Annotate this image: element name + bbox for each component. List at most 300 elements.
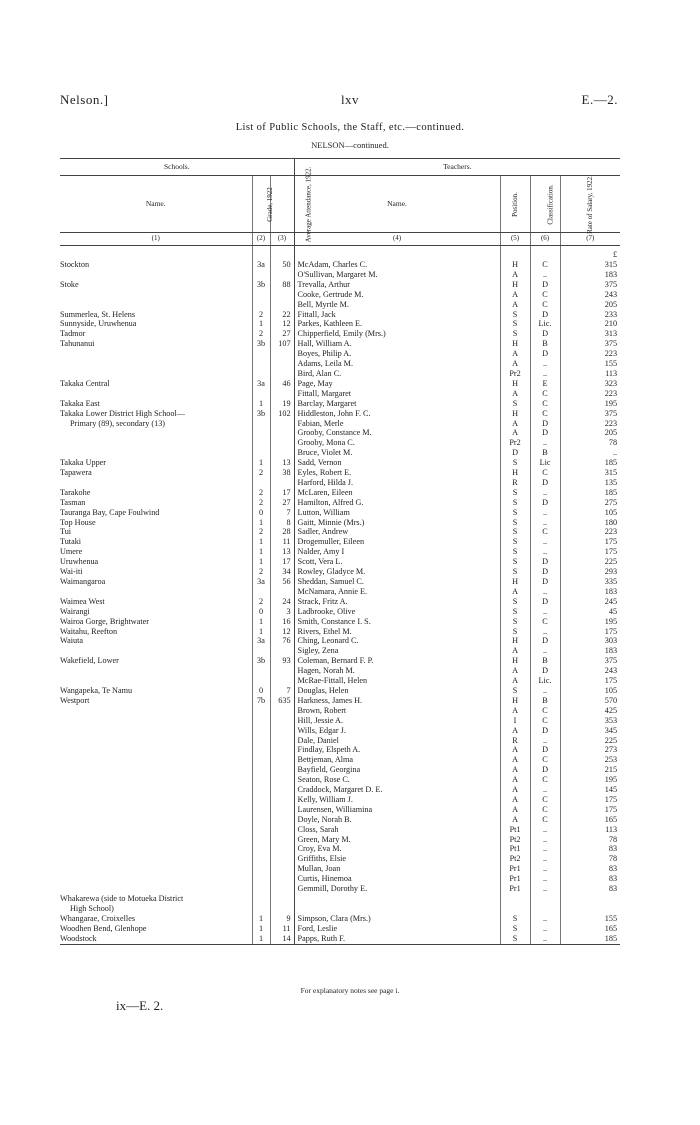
running-header-right: E.—2. <box>581 92 618 107</box>
school-name-cell <box>60 825 252 835</box>
grade-cell: 1 <box>252 934 270 944</box>
grade-cell: 1 <box>252 914 270 924</box>
salary-cell: 205 <box>560 428 620 438</box>
attendance-cell <box>270 815 294 825</box>
attendance-cell <box>270 666 294 676</box>
col-num: (3) <box>270 233 294 246</box>
salary-cell: 375 <box>560 409 620 419</box>
attendance-cell <box>270 349 294 359</box>
attendance-cell <box>270 726 294 736</box>
table-row <box>60 874 620 884</box>
position-cell: S <box>500 310 530 320</box>
teacher-name-cell: Dale, Daniel <box>294 736 500 746</box>
attendance-cell: 12 <box>270 627 294 637</box>
classification-cell: C <box>530 409 560 419</box>
attendance-cell: 28 <box>270 527 294 537</box>
salary-cell: 83 <box>560 844 620 854</box>
salary-cell: 275 <box>560 498 620 508</box>
grade-cell <box>252 795 270 805</box>
classification-cell: C <box>530 527 560 537</box>
classification-cell: D <box>530 329 560 339</box>
salary-cell: 78 <box>560 854 620 864</box>
school-name-cell: Tarakohe <box>60 487 91 497</box>
teacher-name-cell: Curtis, Hinemoa <box>294 874 500 884</box>
col-num: (1) <box>60 233 252 246</box>
salary-cell: 243 <box>560 290 620 300</box>
teacher-name-cell: Lutton, William <box>294 508 500 518</box>
running-header-left: Nelson.] <box>60 92 109 107</box>
grade-cell: 1 <box>252 458 270 468</box>
teacher-name-cell: Bell, Myrtle M. <box>294 300 500 310</box>
table-row <box>60 627 620 637</box>
salary-cell: 165 <box>560 815 620 825</box>
classification-cell: D <box>530 666 560 676</box>
school-name-cell <box>60 795 252 805</box>
salary-cell: 345 <box>560 726 620 736</box>
attendance-cell <box>270 676 294 686</box>
school-name-cell: Wangapeka, Te Namu <box>60 685 133 695</box>
classification-cell: D <box>530 726 560 736</box>
position-cell: S <box>500 537 530 547</box>
classification-cell: C <box>530 399 560 409</box>
table-row <box>60 934 620 944</box>
position-cell: S <box>500 508 530 518</box>
classification-cell: C <box>530 706 560 716</box>
salary-cell: 313 <box>560 329 620 339</box>
grade-cell <box>252 775 270 785</box>
salary-cell: 175 <box>560 795 620 805</box>
school-name-cell <box>60 270 252 280</box>
table-row <box>60 904 620 914</box>
teacher-name-cell: Grooby, Constance M. <box>294 428 500 438</box>
attendance-cell: 19 <box>270 399 294 409</box>
classification-cell: .. <box>530 864 560 874</box>
teacher-name-cell: Nalder, Amy I <box>294 547 500 557</box>
attendance-cell <box>270 904 294 914</box>
classification-cell: D <box>530 428 560 438</box>
attendance-cell <box>270 428 294 438</box>
attendance-cell: 46 <box>270 379 294 389</box>
attendance-cell <box>270 270 294 280</box>
classification-cell: C <box>530 815 560 825</box>
teacher-name-cell: Harford, Hilda J. <box>294 478 500 488</box>
classification-cell: B <box>530 339 560 349</box>
classification-cell: .. <box>530 884 560 894</box>
classification-cell: .. <box>530 854 560 864</box>
teacher-name-cell: Chipperfield, Emily (Mrs.) <box>294 329 500 339</box>
position-cell: H <box>500 636 530 646</box>
grade-cell: 1 <box>252 557 270 567</box>
attendance-cell <box>270 835 294 845</box>
position-cell: A <box>500 765 530 775</box>
school-name-cell <box>60 706 252 716</box>
table-row <box>60 736 620 746</box>
salary-cell: 570 <box>560 696 620 706</box>
table-row <box>60 755 620 765</box>
school-name-cell <box>60 428 252 438</box>
teacher-name-cell: O'Sullivan, Margaret M. <box>294 270 500 280</box>
table-row <box>60 745 620 755</box>
teacher-name-cell: Rivers, Ethel M. <box>294 627 500 637</box>
position-cell: S <box>500 567 530 577</box>
salary-cell: 223 <box>560 349 620 359</box>
teacher-name-cell: Brown, Robert <box>294 706 500 716</box>
salary-cell: 155 <box>560 914 620 924</box>
position-cell: A <box>500 270 530 280</box>
table-row <box>60 518 620 528</box>
grade-cell: 3a <box>252 636 270 646</box>
grade-cell: 1 <box>252 924 270 934</box>
grade-cell: 2 <box>252 329 270 339</box>
salary-cell <box>560 904 620 914</box>
grade-cell <box>252 438 270 448</box>
teacher-name-cell: Bruce, Violet M. <box>294 448 500 458</box>
position-cell: S <box>500 498 530 508</box>
position-cell: A <box>500 706 530 716</box>
school-name-cell: Waitahu, Reefton <box>60 626 118 636</box>
attendance-cell <box>270 775 294 785</box>
table-row <box>60 706 620 716</box>
salary-cell: 315 <box>560 260 620 270</box>
col-num: (2) <box>252 233 270 246</box>
attendance-cell: 7 <box>270 686 294 696</box>
attendance-cell: 14 <box>270 934 294 944</box>
table-row <box>60 300 620 310</box>
salary-cell: 425 <box>560 706 620 716</box>
attendance-cell: 27 <box>270 498 294 508</box>
teacher-name-cell: Rowley, Gladyce M. <box>294 567 500 577</box>
classification-cell: .. <box>530 835 560 845</box>
group-header-teachers: Teachers. <box>294 159 620 176</box>
teacher-name-cell: Croy, Eva M. <box>294 844 500 854</box>
attendance-cell: 11 <box>270 924 294 934</box>
position-cell: S <box>500 319 530 329</box>
classification-cell: .. <box>530 785 560 795</box>
salary-cell: 185 <box>560 488 620 498</box>
col-position: Position. <box>500 176 530 233</box>
salary-cell: 45 <box>560 607 620 617</box>
teacher-name-cell: Simpson, Clara (Mrs.) <box>294 914 500 924</box>
classification-cell: B <box>530 448 560 458</box>
table-row <box>60 696 620 706</box>
attendance-cell: 13 <box>270 547 294 557</box>
school-name-cell <box>60 884 252 894</box>
school-name-cell <box>60 815 252 825</box>
classification-cell: .. <box>530 438 560 448</box>
salary-cell: 223 <box>560 389 620 399</box>
classification-cell: C <box>530 716 560 726</box>
school-name-cell: Primary (89), secondary (13) <box>70 418 166 428</box>
salary-cell: 315 <box>560 468 620 478</box>
table-row <box>60 557 620 567</box>
salary-cell: 105 <box>560 508 620 518</box>
salary-cell: 165 <box>560 924 620 934</box>
teacher-name-cell: Drogemuller, Eileen <box>294 537 500 547</box>
position-cell: A <box>500 785 530 795</box>
teacher-name-cell: Ching, Leonard C. <box>294 636 500 646</box>
grade-cell <box>252 726 270 736</box>
table-row <box>60 290 620 300</box>
school-name-cell: Takaka Lower District High School— <box>60 408 185 418</box>
salary-cell: 273 <box>560 745 620 755</box>
col-num: (4) <box>294 233 500 246</box>
position-cell: Pt2 <box>500 854 530 864</box>
attendance-cell <box>270 478 294 488</box>
position-cell: Pr1 <box>500 864 530 874</box>
position-cell: A <box>500 676 530 686</box>
attendance-cell: 635 <box>270 696 294 706</box>
attendance-cell: 13 <box>270 458 294 468</box>
teacher-name-cell: Hall, William A. <box>294 339 500 349</box>
attendance-cell <box>270 844 294 854</box>
grade-cell <box>252 359 270 369</box>
position-cell: Pr2 <box>500 369 530 379</box>
school-name-cell <box>60 805 252 815</box>
grade-cell <box>252 884 270 894</box>
salary-cell: 353 <box>560 716 620 726</box>
school-name-cell <box>60 359 252 369</box>
salary-cell: 233 <box>560 310 620 320</box>
classification-cell: .. <box>530 270 560 280</box>
grade-cell <box>252 854 270 864</box>
grade-cell <box>252 349 270 359</box>
table-row <box>60 894 620 904</box>
grade-cell <box>252 428 270 438</box>
school-name-cell <box>60 874 252 884</box>
table-row <box>60 409 620 419</box>
table-row <box>60 310 620 320</box>
school-name-cell <box>60 646 252 656</box>
school-name-cell: Westport <box>60 695 90 705</box>
grade-cell: 3a <box>252 577 270 587</box>
grade-cell <box>252 904 270 914</box>
grade-cell: 1 <box>252 617 270 627</box>
page-title: List of Public Schools, the Staff, etc.—continued. <box>235 122 465 133</box>
classification-cell: .. <box>530 587 560 597</box>
table-row <box>60 547 620 557</box>
position-cell: S <box>500 914 530 924</box>
classification-cell: B <box>530 656 560 666</box>
classification-cell: D <box>530 498 560 508</box>
classification-cell: C <box>530 290 560 300</box>
table-row <box>60 498 620 508</box>
table-row <box>60 854 620 864</box>
school-name-cell: Takaka Upper <box>60 458 107 468</box>
grade-cell: 3b <box>252 339 270 349</box>
school-name-cell: Waimea West <box>60 596 105 606</box>
attendance-cell: 102 <box>270 409 294 419</box>
teacher-name-cell: Sadd, Vernon <box>294 458 500 468</box>
teacher-name-cell: Grooby, Mona C. <box>294 438 500 448</box>
teacher-name-cell: Findlay, Elspeth A. <box>294 745 500 755</box>
grade-cell: 3b <box>252 656 270 666</box>
classification-cell: C <box>530 795 560 805</box>
grade-cell: 2 <box>252 310 270 320</box>
table-row <box>60 349 620 359</box>
position-cell: S <box>500 557 530 567</box>
classification-cell: C <box>530 468 560 478</box>
salary-cell: 375 <box>560 656 620 666</box>
school-name-cell: Sunnyside, Uruwhenua <box>60 319 137 329</box>
school-name-cell <box>60 835 252 845</box>
grade-cell: 3a <box>252 260 270 270</box>
attendance-cell <box>270 755 294 765</box>
teacher-name-cell: Hagen, Norah M. <box>294 666 500 676</box>
classification-cell: D <box>530 567 560 577</box>
grade-cell: 1 <box>252 518 270 528</box>
table-row <box>60 508 620 518</box>
classification-cell <box>530 904 560 914</box>
table-row <box>60 884 620 894</box>
position-cell: H <box>500 577 530 587</box>
attendance-cell <box>270 765 294 775</box>
table-row <box>60 359 620 369</box>
position-cell: H <box>500 280 530 290</box>
table-row <box>60 795 620 805</box>
teacher-name-cell <box>294 904 500 914</box>
teacher-name-cell: Page, May <box>294 379 500 389</box>
table-row <box>60 537 620 547</box>
classification-cell: .. <box>530 914 560 924</box>
attendance-cell: 7 <box>270 508 294 518</box>
teacher-name-cell: Boyes, Philip A. <box>294 349 500 359</box>
school-name-cell <box>60 290 252 300</box>
attendance-cell <box>270 795 294 805</box>
table-row <box>60 280 620 290</box>
teacher-name-cell: Coleman, Bernard F. P. <box>294 656 500 666</box>
attendance-cell: 8 <box>270 518 294 528</box>
table-row <box>60 805 620 815</box>
teacher-name-cell <box>294 894 500 904</box>
position-cell: S <box>500 458 530 468</box>
grade-cell: 7b <box>252 696 270 706</box>
attendance-cell: 11 <box>270 537 294 547</box>
grade-cell: 2 <box>252 597 270 607</box>
salary-cell: 113 <box>560 825 620 835</box>
classification-cell: .. <box>530 924 560 934</box>
teacher-name-cell: Gaitt, Minnie (Mrs.) <box>294 518 500 528</box>
grade-cell <box>252 785 270 795</box>
table-row <box>60 260 620 270</box>
attendance-cell: 76 <box>270 636 294 646</box>
classification-cell: D <box>530 478 560 488</box>
school-name-cell <box>60 775 252 785</box>
table-row <box>60 924 620 934</box>
table-row <box>60 666 620 676</box>
attendance-cell: 22 <box>270 310 294 320</box>
teacher-name-cell: Mullan, Joan <box>294 864 500 874</box>
salary-cell: 303 <box>560 636 620 646</box>
salary-cell: 175 <box>560 537 620 547</box>
classification-cell: D <box>530 349 560 359</box>
salary-cell: 183 <box>560 270 620 280</box>
table-row <box>60 567 620 577</box>
attendance-cell: 12 <box>270 319 294 329</box>
position-cell: A <box>500 666 530 676</box>
teacher-name-cell: Smith, Constance I. S. <box>294 617 500 627</box>
grade-cell: 1 <box>252 319 270 329</box>
table-row <box>60 815 620 825</box>
school-name-cell <box>60 676 252 686</box>
teacher-name-cell: Hamilton, Alfred G. <box>294 498 500 508</box>
table-row <box>60 785 620 795</box>
position-cell: S <box>500 547 530 557</box>
table-row <box>60 636 620 646</box>
classification-cell: .. <box>530 646 560 656</box>
attendance-cell: 107 <box>270 339 294 349</box>
attendance-cell <box>270 646 294 656</box>
attendance-cell <box>270 785 294 795</box>
school-name-cell: Tadmor <box>60 329 86 339</box>
teacher-name-cell: Papps, Ruth F. <box>294 934 500 944</box>
salary-cell: 175 <box>560 547 620 557</box>
school-name-cell <box>60 438 252 448</box>
table-row <box>60 835 620 845</box>
school-name-cell: Wairangi <box>60 606 90 616</box>
position-cell: S <box>500 399 530 409</box>
col-num: (6) <box>530 233 560 246</box>
salary-cell: 245 <box>560 597 620 607</box>
grade-cell <box>252 745 270 755</box>
school-name-cell: Whakarewa (side to Motueka District <box>60 894 184 903</box>
teacher-name-cell: Bayfield, Georgina <box>294 765 500 775</box>
grade-cell <box>252 448 270 458</box>
position-cell: S <box>500 518 530 528</box>
school-name-cell: Whangarae, Croixelles <box>60 913 136 923</box>
school-name-cell <box>60 369 252 379</box>
classification-cell: D <box>530 419 560 429</box>
grade-cell <box>252 874 270 884</box>
attendance-cell: 9 <box>270 914 294 924</box>
grade-cell <box>252 755 270 765</box>
position-cell: S <box>500 686 530 696</box>
salary-cell: 205 <box>560 300 620 310</box>
attendance-cell: 27 <box>270 329 294 339</box>
teacher-name-cell: Adams, Leila M. <box>294 359 500 369</box>
grade-cell: 1 <box>252 627 270 637</box>
attendance-cell <box>270 359 294 369</box>
salary-cell: 375 <box>560 280 620 290</box>
table-row <box>60 617 620 627</box>
position-cell: A <box>500 805 530 815</box>
school-name-cell <box>60 765 252 775</box>
teacher-name-cell: McLaren, Eileen <box>294 488 500 498</box>
grade-cell <box>252 419 270 429</box>
attendance-cell: 17 <box>270 488 294 498</box>
teacher-name-cell: Bird, Alan C. <box>294 369 500 379</box>
salary-cell: 293 <box>560 567 620 577</box>
teacher-name-cell: Ladbrooke, Olive <box>294 607 500 617</box>
table-row <box>60 607 620 617</box>
position-cell: R <box>500 736 530 746</box>
position-cell: I <box>500 716 530 726</box>
position-cell: A <box>500 359 530 369</box>
classification-cell: Lic <box>530 458 560 468</box>
position-cell: Pr1 <box>500 884 530 894</box>
school-name-cell <box>60 349 252 359</box>
salary-cell: 375 <box>560 339 620 349</box>
table-row <box>60 676 620 686</box>
teacher-name-cell: Barclay, Margaret <box>294 399 500 409</box>
school-name-cell: Tahunanui <box>60 339 95 349</box>
position-cell: A <box>500 419 530 429</box>
classification-cell: .. <box>530 359 560 369</box>
attendance-cell: 24 <box>270 597 294 607</box>
school-name-cell: Wakefield, Lower <box>60 656 119 666</box>
school-name-cell <box>60 389 252 399</box>
attendance-cell <box>270 736 294 746</box>
classification-cell: C <box>530 389 560 399</box>
